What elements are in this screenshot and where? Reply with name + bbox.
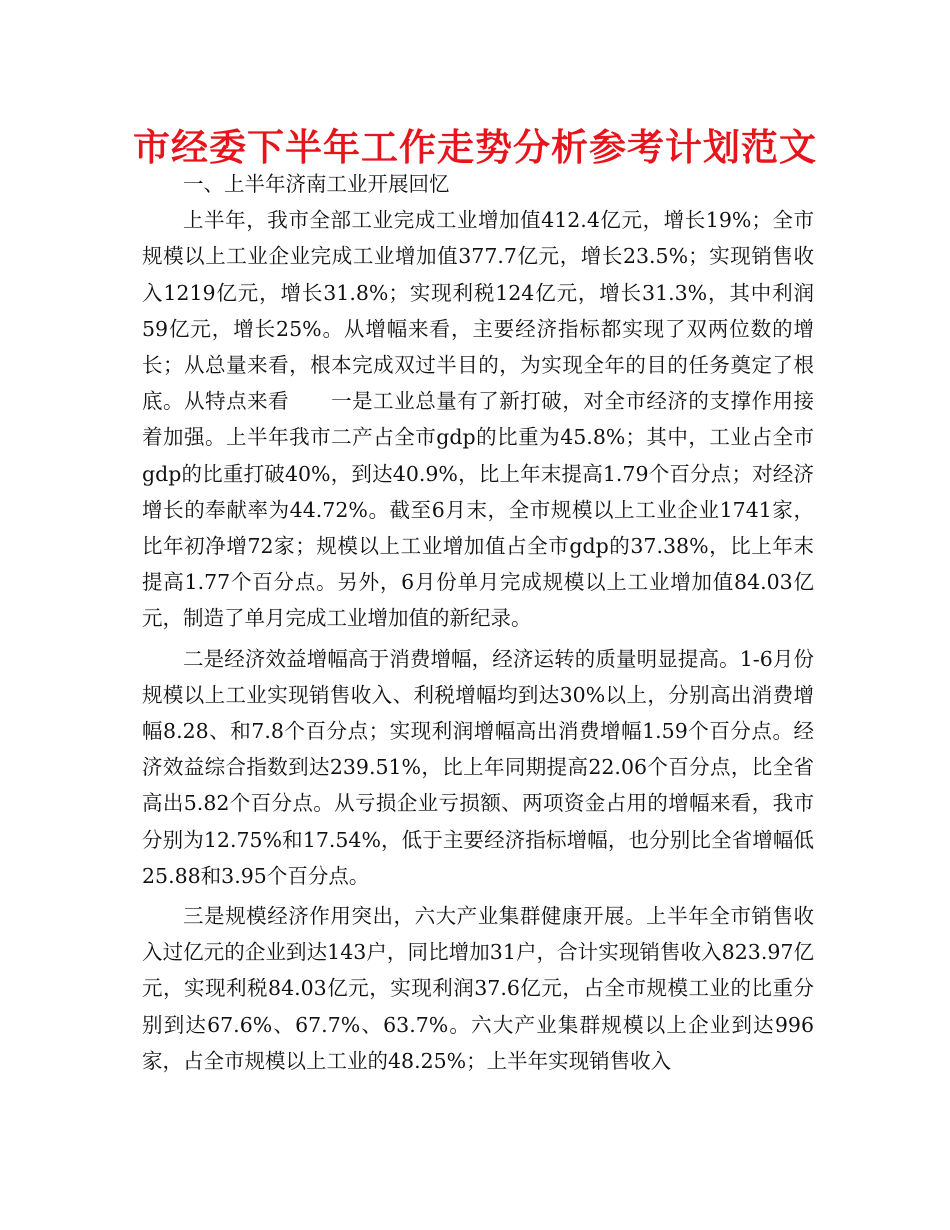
body-paragraph: 二是经济效益增幅高于消费增幅，经济运转的质量明显提高。1-6月份规模以上工业实现销售收入、利税增幅均到达30%以上，分别高出消费增幅8.28、和7.8个百分点；实现利润增幅高出消费增幅1.59个百分点。经济效益综合指数到达239.51%，比上年同期提高22.06个百分点，比全省高出5.82个百分点。从亏损企业亏损额、两项资金占用的增幅来看，我市分别为12.75%和17.54%，低于主要经济指标增幅，也分别比全省增幅低25.88和3.95个百分点。	[142, 646, 814, 888]
document-body	[142, 166, 814, 1079]
section-heading: 一、上半年济南工业开展回忆	[183, 172, 450, 196]
body-paragraph: 上半年，我市全部工业完成工业增加值412.4亿元，增长19%；全市规模以上工业企业完成工业增加值377.7亿元，增长23.5%；实现销售收入1219亿元，增长31.8%；实现利税124亿元，增长31.3%，其中利润59亿元，增长25%。从增幅来看，主要经济指标都实现了双两位数的增长；从总量来看，根本完成双过半目的，为实现全年的目的任务奠定了根底。从特点来看 一是工业总量有了新打破，对全市经济的支撑作用接着加强。上半年我市二产占全市gdp的比重为45.8%；其中，工业占全市gdp的比重打破40%，到达40.9%，比上年末提高1.79个百分点；对经济增长的奉献率为44.72%。截至6月末，全市规模以上工业企业1741家，比年初净增72家；规模以上工业增加值占全市gdp的37.38%，比上年末提高1.77个百分点。另外，6月份单月完成规模以上工业增加值84.03亿元，制造了单月完成工业增加值的新纪录。	[142, 208, 814, 631]
body-paragraph: 三是规模经济作用突出，六大产业集群健康开展。上半年全市销售收入过亿元的企业到达143户，同比增加31户，合计实现销售收入823.97亿元，实现利税84.03亿元，实现利润37.6亿元，占全市规模工业的比重分别到达67.6%、67.7%、63.7%。六大产业集群规模以上企业到达996家，占全市规模以上工业的48.25%；上半年实现销售收入	[142, 904, 814, 1073]
document-title: 市经委下半年工作走势分析参考计划范文	[133, 126, 817, 169]
